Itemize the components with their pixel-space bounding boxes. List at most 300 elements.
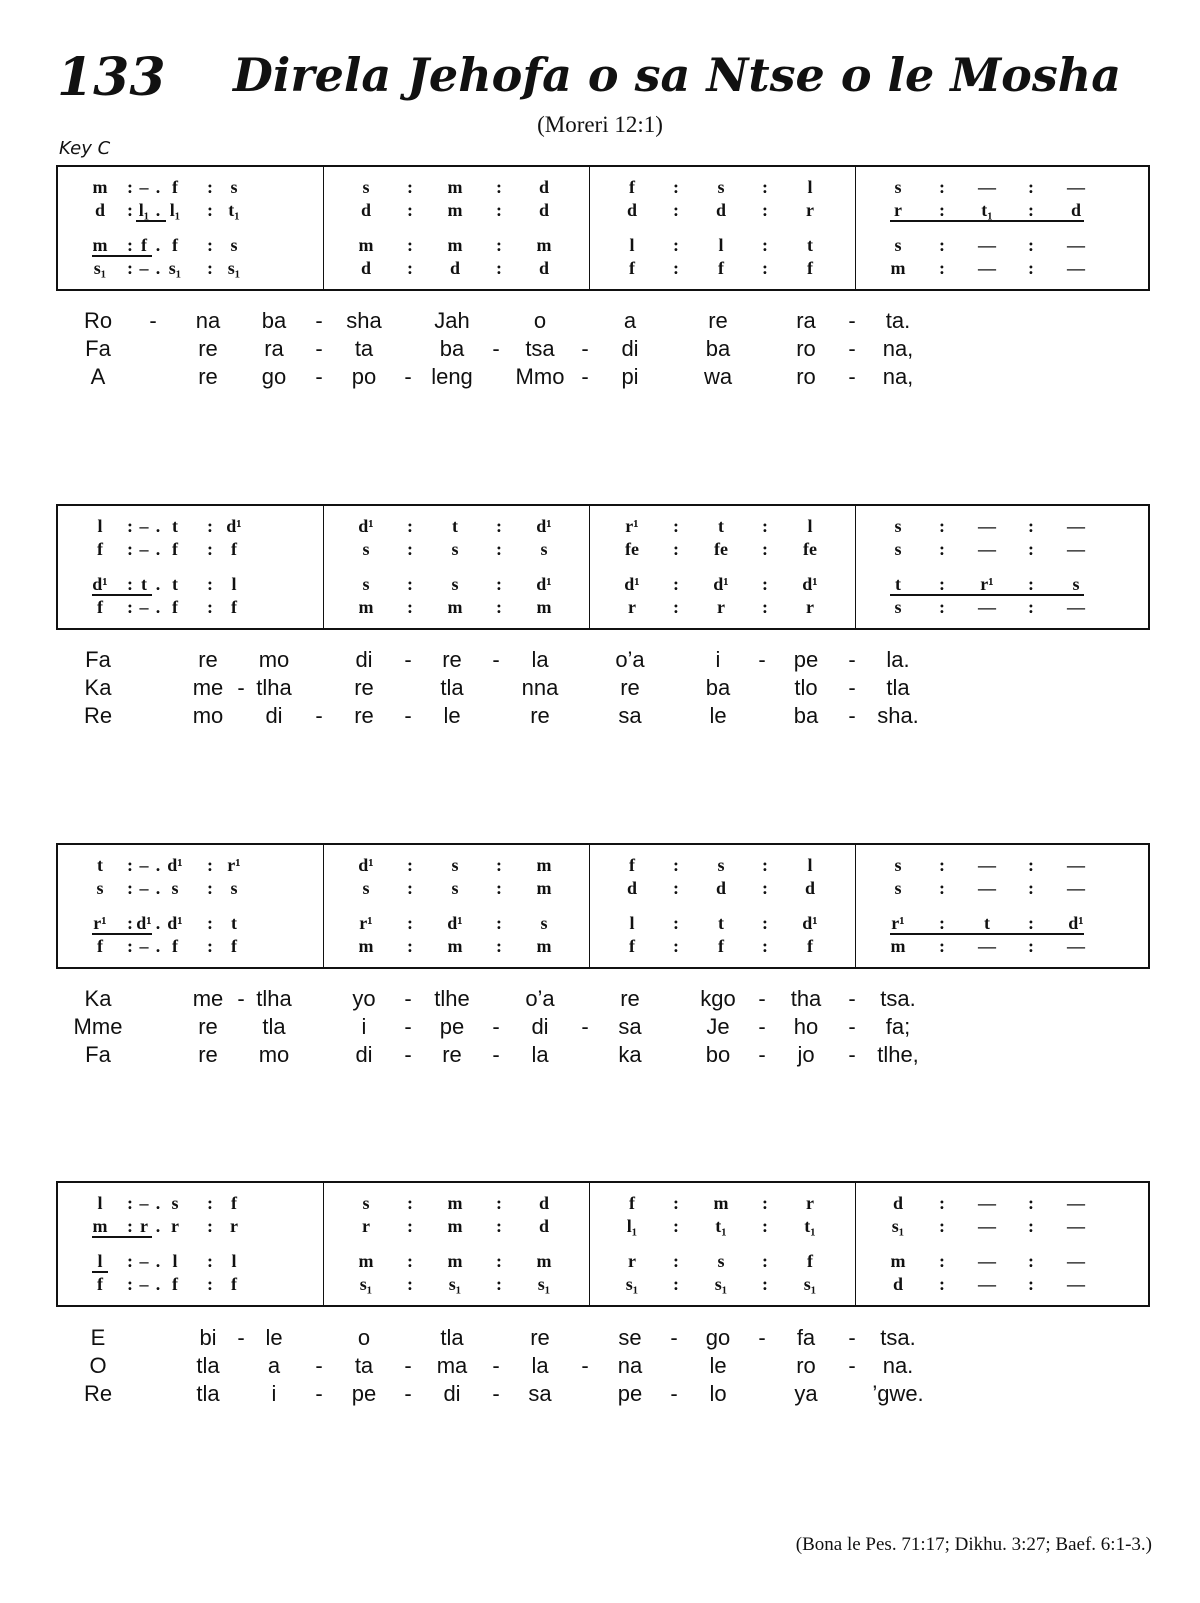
solfa-note: r¹	[93, 913, 107, 933]
solfa-note: l	[97, 1251, 103, 1271]
syllable-hyphen: -	[848, 336, 856, 361]
solfa-note: :	[407, 597, 413, 617]
solfa-note: :	[407, 855, 413, 875]
solfa-note: t	[231, 913, 237, 933]
solfa-note: :	[762, 574, 768, 594]
voice-row	[856, 936, 1123, 956]
solfa-note: f	[97, 1274, 103, 1294]
solfa-note: :	[673, 1251, 679, 1271]
solfa-note: d	[538, 1193, 549, 1213]
voice-row	[856, 200, 1123, 220]
lyric-syllable: pe	[351, 1381, 377, 1406]
voice-row	[58, 200, 325, 220]
solfa-note: l	[231, 574, 237, 594]
syllable-hyphen: -	[237, 986, 245, 1011]
solfa-note: s	[894, 177, 902, 197]
solfa-note: s₁	[803, 1274, 817, 1294]
solfa-note: :	[1028, 878, 1034, 898]
lyric-syllable: ra	[264, 336, 284, 361]
solfa-note: —	[1067, 1274, 1085, 1294]
lyric-line	[0, 1041, 1200, 1069]
solfa-note: :	[1028, 855, 1034, 875]
lyric-syllable: di	[355, 1042, 373, 1067]
solfa-note: :	[207, 913, 213, 933]
solfa-note: d	[804, 878, 815, 898]
solfa-note: d	[1070, 200, 1081, 220]
measure	[589, 1183, 857, 1305]
solfa-note: :	[207, 516, 213, 536]
solfa-note: t	[718, 516, 724, 536]
lyric-syllable: a	[267, 1353, 281, 1378]
solfa-note: d¹	[802, 913, 818, 933]
solfa-note: :	[496, 200, 502, 220]
solfa-note: —	[1067, 936, 1085, 956]
lyric-syllable: lo	[709, 1381, 727, 1406]
solfa-note: m	[447, 936, 463, 956]
solfa-note: :	[127, 177, 133, 197]
syllable-hyphen: -	[404, 1042, 412, 1067]
solfa-note: f	[172, 235, 178, 255]
solfa-note: :	[1028, 1274, 1034, 1294]
solfa-note: f	[141, 235, 147, 255]
solfa-note: r	[230, 1216, 238, 1236]
lyric-syllable: Fa	[85, 1042, 111, 1067]
solfa-note: s₁	[168, 258, 182, 278]
lyric-syllable: re	[198, 1014, 218, 1039]
syllable-hyphen: -	[758, 1014, 766, 1039]
solfa-note: :	[762, 1216, 768, 1236]
lyric-line	[0, 1324, 1200, 1352]
voice-row	[856, 913, 1123, 933]
solfa-note: m	[713, 1193, 729, 1213]
lyric-line	[0, 985, 1200, 1013]
measure	[58, 1183, 325, 1305]
solfa-note: :	[407, 200, 413, 220]
measure	[855, 506, 1123, 628]
lyric-syllable: ho	[793, 1014, 819, 1039]
lyric-syllable: la	[531, 1353, 549, 1378]
solfa-note: :	[207, 235, 213, 255]
solfa-note: s₁	[625, 1274, 639, 1294]
solfa-note: —	[1067, 597, 1085, 617]
solfa-note: d	[892, 1274, 903, 1294]
lyric-syllable: tsa	[525, 336, 555, 361]
solfa-note: —	[1067, 258, 1085, 278]
voice-row	[590, 177, 857, 197]
solfa-note: d¹	[536, 574, 552, 594]
solfa-note: t	[172, 516, 178, 536]
lyric-syllable: le	[709, 703, 727, 728]
solfa-note: f	[172, 1274, 178, 1294]
measure	[323, 167, 591, 289]
solfa-note: d	[360, 200, 371, 220]
solfa-note: m	[536, 936, 552, 956]
syllable-hyphen: -	[315, 1381, 323, 1406]
lyric-syllable: le	[443, 703, 461, 728]
lyric-syllable: re	[442, 647, 462, 672]
solfa-note: :	[407, 1216, 413, 1236]
solfa-note: :	[762, 1193, 768, 1213]
solfa-note: :	[207, 1193, 213, 1213]
solfa-note: t₁	[804, 1216, 816, 1236]
voice-row	[58, 235, 325, 255]
solfa-note: :	[939, 855, 945, 875]
solfa-note: :	[207, 574, 213, 594]
voice-row	[590, 597, 857, 617]
solfa-note: :	[407, 539, 413, 559]
lyrics-block	[0, 307, 1200, 397]
lyric-syllable: Re	[83, 1381, 113, 1406]
solfa-note: :	[762, 516, 768, 536]
solfa-note: :	[939, 878, 945, 898]
solfa-note: :	[127, 1193, 133, 1213]
solfa-note: s	[540, 539, 548, 559]
solfa-note: :	[939, 258, 945, 278]
voice-row	[856, 878, 1123, 898]
solfa-note: m	[536, 235, 552, 255]
voice-row	[324, 177, 591, 197]
solfa-note: s	[362, 878, 370, 898]
solfa-note: m	[536, 597, 552, 617]
solfa-note: :	[762, 1274, 768, 1294]
syllable-hyphen: -	[237, 1325, 245, 1350]
lyric-syllable: di	[443, 1381, 461, 1406]
syllable-hyphen: -	[848, 675, 856, 700]
hymn-title: Direla Jehofa o sa Ntse o le Mosha	[233, 48, 1122, 102]
solfa-note: d	[892, 1193, 903, 1213]
solfa-note: m	[447, 1251, 463, 1271]
tonic-solfa-system	[56, 1181, 1150, 1307]
solfa-note: d¹	[136, 913, 152, 933]
lyric-syllable: ba	[705, 675, 731, 700]
voice-row	[58, 936, 325, 956]
voice-row	[856, 235, 1123, 255]
solfa-note: :	[127, 1251, 133, 1271]
solfa-note: :	[407, 235, 413, 255]
lyric-syllable: tla	[440, 675, 464, 700]
lyric-syllable: ba	[439, 336, 465, 361]
solfa-note: f	[807, 1251, 813, 1271]
solfa-note: d	[626, 200, 637, 220]
lyric-syllable: Mmo	[515, 364, 565, 389]
solfa-note: m	[92, 235, 108, 255]
voice-row	[324, 539, 591, 559]
lyric-syllable: jo	[797, 1042, 815, 1067]
lyric-syllable: ro	[796, 364, 816, 389]
slur-underline	[92, 255, 152, 257]
solfa-note: m	[358, 235, 374, 255]
voice-row	[324, 878, 591, 898]
solfa-note: m	[890, 258, 906, 278]
lyric-syllable: o	[533, 308, 547, 333]
solfa-note: d	[626, 878, 637, 898]
lyric-syllable: re	[198, 364, 218, 389]
solfa-note: :	[1028, 200, 1034, 220]
voice-row	[58, 539, 325, 559]
solfa-note: l₁	[138, 200, 150, 220]
syllable-hyphen: -	[758, 986, 766, 1011]
lyric-line	[0, 674, 1200, 702]
measure	[58, 167, 325, 289]
solfa-note: .	[155, 516, 161, 536]
solfa-note: .	[155, 597, 161, 617]
solfa-note: –	[139, 597, 149, 617]
measure	[855, 845, 1123, 967]
solfa-note: s	[451, 855, 459, 875]
voice-row	[58, 1216, 325, 1236]
measure	[323, 1183, 591, 1305]
solfa-note: :	[127, 539, 133, 559]
voice-row	[324, 258, 591, 278]
solfa-note: :	[496, 936, 502, 956]
solfa-note: :	[939, 597, 945, 617]
solfa-note: :	[762, 936, 768, 956]
lyrics-block	[0, 1324, 1200, 1414]
voice-row	[58, 597, 325, 617]
solfa-note: —	[978, 597, 996, 617]
slur-underline	[890, 933, 1084, 935]
solfa-note: :	[939, 1251, 945, 1271]
lyric-syllable: la	[531, 1042, 549, 1067]
voice-row	[324, 913, 591, 933]
lyric-syllable: wa	[703, 364, 733, 389]
solfa-note: s₁	[891, 1216, 905, 1236]
solfa-note: m	[358, 936, 374, 956]
solfa-note: .	[155, 539, 161, 559]
solfa-note: —	[1067, 1216, 1085, 1236]
solfa-note: m	[536, 878, 552, 898]
solfa-note: :	[127, 516, 133, 536]
lyric-syllable: re	[530, 1325, 550, 1350]
slur-underline	[92, 594, 152, 596]
lyric-syllable: a	[623, 308, 637, 333]
solfa-note: l₁	[169, 200, 181, 220]
lyric-line	[0, 646, 1200, 674]
solfa-note: :	[762, 539, 768, 559]
lyric-syllable: ’gwe.	[872, 1381, 924, 1406]
solfa-note: –	[139, 1251, 149, 1271]
solfa-note: d	[715, 878, 726, 898]
solfa-note: :	[673, 913, 679, 933]
syllable-hyphen: -	[581, 364, 589, 389]
key-signature: Key C	[59, 138, 111, 159]
solfa-note: :	[407, 1193, 413, 1213]
lyric-syllable: o’a	[525, 986, 555, 1011]
solfa-note: m	[447, 200, 463, 220]
solfa-note: s	[894, 235, 902, 255]
solfa-note: —	[978, 855, 996, 875]
lyric-syllable: di	[621, 336, 639, 361]
syllable-hyphen: -	[492, 1014, 500, 1039]
lyric-syllable: pe	[793, 647, 819, 672]
lyric-syllable: ba	[705, 336, 731, 361]
scripture-reference: (Moreri 12:1)	[537, 112, 663, 137]
lyric-syllable: mo	[192, 703, 224, 728]
solfa-note: :	[939, 1216, 945, 1236]
solfa-note: :	[496, 1193, 502, 1213]
voice-row	[590, 1193, 857, 1213]
syllable-hyphen: -	[315, 703, 323, 728]
solfa-note: r	[628, 597, 636, 617]
voice-row	[58, 258, 325, 278]
solfa-note: .	[155, 936, 161, 956]
lyric-syllable: Jah	[434, 308, 470, 333]
voice-row	[856, 1274, 1123, 1294]
solfa-note: :	[939, 200, 945, 220]
syllable-hyphen: -	[149, 308, 157, 333]
solfa-note: l	[97, 516, 103, 536]
solfa-note: –	[139, 539, 149, 559]
solfa-note: –	[139, 516, 149, 536]
solfa-note: d¹	[167, 855, 183, 875]
solfa-note: :	[496, 539, 502, 559]
solfa-note: s₁	[227, 258, 241, 278]
solfa-note: :	[673, 936, 679, 956]
solfa-note: l	[629, 235, 635, 255]
voice-row	[590, 855, 857, 875]
lyric-syllable: sha.	[877, 703, 919, 728]
lyric-syllable: mo	[258, 647, 290, 672]
voice-row	[58, 1251, 325, 1271]
solfa-note: –	[139, 1274, 149, 1294]
lyric-syllable: re	[620, 986, 640, 1011]
solfa-note: :	[496, 878, 502, 898]
syllable-hyphen: -	[492, 336, 500, 361]
solfa-note: :	[127, 913, 133, 933]
solfa-note: —	[1067, 855, 1085, 875]
solfa-note: .	[155, 1274, 161, 1294]
solfa-note: :	[673, 1216, 679, 1236]
solfa-note: r¹	[359, 913, 373, 933]
voice-row	[590, 200, 857, 220]
syllable-hyphen: -	[492, 1381, 500, 1406]
solfa-note: s₁	[537, 1274, 551, 1294]
lyric-syllable: leng	[431, 364, 473, 389]
solfa-note: l	[97, 1193, 103, 1213]
solfa-note: m	[447, 235, 463, 255]
solfa-note: :	[407, 1274, 413, 1294]
lyric-syllable: tlhe	[434, 986, 470, 1011]
solfa-note: s	[96, 878, 104, 898]
lyric-syllable: tla	[886, 675, 910, 700]
lyric-syllable: me	[192, 986, 224, 1011]
syllable-hyphen: -	[315, 1353, 323, 1378]
lyric-line	[0, 1013, 1200, 1041]
solfa-note: d¹	[536, 516, 552, 536]
solfa-note: :	[1028, 936, 1034, 956]
lyric-syllable: bo	[705, 1042, 731, 1067]
voice-row	[58, 878, 325, 898]
lyric-syllable: pe	[439, 1014, 465, 1039]
lyric-syllable: sa	[528, 1381, 552, 1406]
solfa-note: s	[171, 1193, 179, 1213]
solfa-note: f	[718, 936, 724, 956]
solfa-note: —	[978, 1274, 996, 1294]
solfa-note: r	[806, 200, 814, 220]
measure	[323, 506, 591, 628]
solfa-note: m	[447, 177, 463, 197]
solfa-note: :	[939, 516, 945, 536]
solfa-note: :	[673, 235, 679, 255]
solfa-note: :	[762, 1251, 768, 1271]
solfa-note: s	[362, 1193, 370, 1213]
lyric-syllable: se	[618, 1325, 642, 1350]
lyric-syllable: tlha	[256, 986, 292, 1011]
solfa-note: —	[978, 936, 996, 956]
lyric-syllable: Je	[706, 1014, 730, 1039]
solfa-note: :	[939, 235, 945, 255]
solfa-note: :	[207, 597, 213, 617]
solfa-note: s	[451, 574, 459, 594]
lyric-syllable: yo	[352, 986, 376, 1011]
syllable-hyphen: -	[315, 336, 323, 361]
solfa-note: :	[496, 574, 502, 594]
solfa-note: :	[673, 1274, 679, 1294]
lyric-syllable: tla	[196, 1353, 220, 1378]
solfa-note: s	[894, 597, 902, 617]
syllable-hyphen: -	[404, 647, 412, 672]
solfa-note: s	[451, 878, 459, 898]
voice-row	[324, 235, 591, 255]
lyric-syllable: la.	[886, 647, 910, 672]
voice-row	[856, 1193, 1123, 1213]
solfa-note: d	[538, 177, 549, 197]
lyric-syllable: i	[271, 1381, 277, 1406]
solfa-note: t	[718, 913, 724, 933]
voice-row	[58, 574, 325, 594]
lyric-syllable: tla	[196, 1381, 220, 1406]
lyric-syllable: Fa	[85, 336, 111, 361]
hymn-number: 133	[57, 47, 166, 108]
solfa-note: s	[362, 177, 370, 197]
lyric-syllable: ro	[796, 336, 816, 361]
solfa-note: –	[139, 936, 149, 956]
voice-row	[856, 258, 1123, 278]
solfa-note: :	[673, 200, 679, 220]
voice-row	[590, 516, 857, 536]
solfa-note: t	[807, 235, 813, 255]
solfa-note: —	[978, 539, 996, 559]
solfa-note: f	[231, 1274, 237, 1294]
solfa-note: s₁	[359, 1274, 373, 1294]
voice-row	[324, 1251, 591, 1271]
solfa-note: s	[362, 539, 370, 559]
voice-row	[856, 539, 1123, 559]
measure	[855, 1183, 1123, 1305]
lyric-syllable: E	[90, 1325, 106, 1350]
syllable-hyphen: -	[404, 703, 412, 728]
lyric-syllable: ta	[354, 336, 374, 361]
solfa-note: :	[127, 1274, 133, 1294]
solfa-note: —	[978, 177, 996, 197]
measure	[589, 167, 857, 289]
lyric-syllable: ra	[796, 308, 816, 333]
solfa-note: :	[496, 235, 502, 255]
syllable-hyphen: -	[492, 1042, 500, 1067]
solfa-note: :	[762, 200, 768, 220]
lyric-syllable: re	[620, 675, 640, 700]
solfa-note: d¹	[358, 855, 374, 875]
solfa-note: s	[717, 855, 725, 875]
solfa-note: f	[97, 936, 103, 956]
solfa-note: d¹	[1068, 913, 1084, 933]
solfa-note: —	[978, 1216, 996, 1236]
lyric-syllable: me	[192, 675, 224, 700]
syllable-hyphen: -	[670, 1381, 678, 1406]
solfa-note: m	[536, 855, 552, 875]
voice-row	[58, 913, 325, 933]
voice-row	[324, 516, 591, 536]
